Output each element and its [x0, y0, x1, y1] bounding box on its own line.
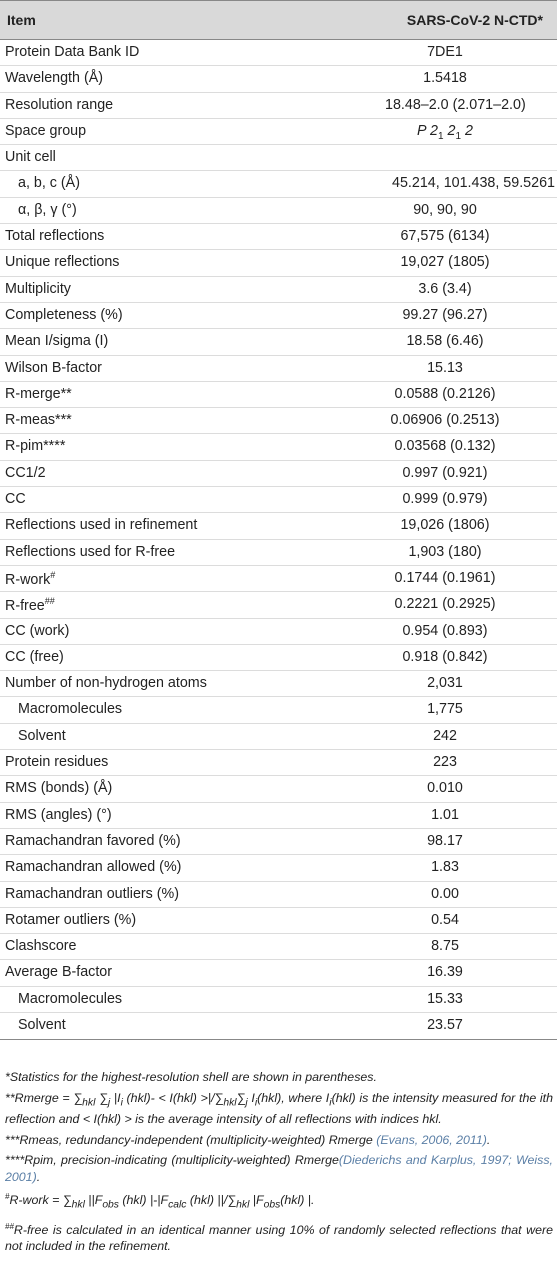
table-row	[0, 382, 557, 408]
row-label: CC (work)	[5, 622, 70, 639]
table-row	[0, 461, 557, 487]
table-row	[0, 803, 557, 829]
row-label: R-merge**	[5, 385, 72, 402]
row-label: Protein Data Bank ID	[5, 44, 140, 60]
row-value: 242	[433, 727, 457, 744]
row-value: 0.954 (0.893)	[402, 622, 488, 639]
table-header	[0, 0, 557, 40]
table-row	[0, 934, 557, 960]
table-row	[0, 540, 557, 566]
table-row	[0, 145, 557, 171]
row-value: 15.13	[427, 359, 463, 376]
header-item: Item	[7, 12, 36, 28]
row-label: R-free##	[5, 596, 55, 614]
row-value: 1,775	[427, 701, 463, 718]
table-row	[0, 750, 557, 776]
row-label: α, β, γ (°)	[18, 201, 77, 218]
row-label: CC	[5, 491, 26, 508]
table-row	[0, 434, 557, 460]
table-row	[0, 1013, 557, 1039]
table-row	[0, 487, 557, 513]
row-value: 223	[433, 754, 457, 771]
row-value: 0.999 (0.979)	[402, 491, 488, 508]
table-row	[0, 645, 557, 671]
row-label: Unique reflections	[5, 254, 120, 271]
table-row	[0, 277, 557, 303]
row-value: 0.03568 (0.132)	[394, 438, 496, 455]
header-value: SARS-CoV-2 N-CTD*	[406, 12, 543, 28]
table-row	[0, 329, 557, 355]
row-label: Multiplicity	[5, 280, 71, 297]
row-value: 98.17	[427, 832, 463, 849]
footnote-4: ****Rpim, precision-indicating (multiplicity-weighted) Rmerge(Diederichs and Karplus, 1997; Weiss, 2001).	[5, 1153, 553, 1184]
table-row	[0, 671, 557, 697]
row-label: Solvent	[18, 1016, 66, 1033]
row-label: CC (free)	[5, 648, 64, 665]
row-value: 0.00	[431, 885, 459, 902]
row-label: R-meas***	[5, 412, 72, 429]
row-label: Wavelength (Å)	[5, 70, 103, 87]
row-label: Protein residues	[5, 754, 109, 771]
table-row	[0, 882, 557, 908]
row-label: RMS (bonds) (Å)	[5, 780, 113, 797]
table-row	[0, 829, 557, 855]
table-row	[0, 697, 557, 723]
row-label: Reflections used for R-free	[5, 543, 176, 560]
row-value: 0.997 (0.921)	[402, 464, 488, 481]
row-value: 7DE1	[427, 44, 463, 60]
row-label: Total reflections	[5, 228, 105, 245]
row-value: 0.06906 (0.2513)	[390, 412, 500, 429]
row-label: Resolution range	[5, 96, 114, 113]
table-row	[0, 513, 557, 539]
row-value: 18.48–2.0 (2.071–2.0)	[385, 96, 526, 113]
row-value: 67,575 (6134)	[400, 228, 490, 245]
row-value: 19,026 (1806)	[400, 517, 490, 534]
table-row	[0, 356, 557, 382]
row-value: 0.010	[427, 780, 463, 797]
table-row	[0, 40, 557, 66]
table-row	[0, 171, 557, 197]
table-row	[0, 908, 557, 934]
row-label: Ramachandran allowed (%)	[5, 859, 182, 876]
row-label: Ramachandran outliers (%)	[5, 885, 180, 902]
table-row	[0, 566, 557, 592]
row-value: 0.0588 (0.2126)	[394, 385, 496, 402]
row-value: 99.27 (96.27)	[402, 306, 488, 323]
table-row	[0, 224, 557, 250]
table-row	[0, 855, 557, 881]
table-row	[0, 619, 557, 645]
footnote-6: ##R-free is calculated in an identical manner using 10% of randomly selected reflections that were not included in the refinement.	[5, 1221, 553, 1254]
row-value: 45.214, 101.438, 59.5261	[392, 175, 555, 192]
row-value: 3.6 (3.4)	[418, 280, 472, 297]
row-value: 23.57	[427, 1016, 463, 1033]
table-body	[0, 40, 557, 1040]
row-value: 19,027 (1805)	[400, 254, 490, 271]
citation-diederichs[interactable]: (Diederichs and Karplus, 1997; Weiss, 2001)	[5, 1153, 553, 1184]
footnote-2: **Rmerge = $\sum_{hkl}$ $\sum_j$ $|I_i$ $(hkl)- < I(hkl) >|/\sum_{hkl}\sum_j$ $I_i(hkl)$, where $I_i(hkl)$ is the intensity measured for the ith reflection and < I(hkl) > is the average intensity of all reflections with indices hkl.	[5, 1090, 554, 1127]
row-label: Wilson B-factor	[5, 359, 102, 376]
table-row	[0, 987, 557, 1013]
row-value: 90, 90, 90	[413, 201, 477, 218]
row-label: RMS (angles) (°)	[5, 806, 112, 823]
footnote-1: *Statistics for the highest-resolution shell are shown in parentheses.	[5, 1070, 377, 1084]
footnote-3: ***Rmeas, redundancy-independent (multiplicity-weighted) Rmerge (Evans, 2006, 2011).	[5, 1132, 491, 1147]
row-value: 2,031	[427, 675, 463, 692]
footnote-5: #R-work = $\sum_{hkl}$ $||F_{obs}$ (hkl) $|-|F_{calc}$ (hkl) $||/\sum_{hkl}$ $|F_{obs}(hkl)$ |.	[5, 1192, 315, 1212]
row-value: 0.54	[431, 911, 459, 928]
row-label: R-work#	[5, 569, 56, 588]
row-label: Completeness (%)	[5, 306, 123, 323]
table-row	[0, 198, 557, 224]
row-label: Mean I/sigma (I)	[5, 333, 109, 350]
row-label: Reflections used in refinement	[5, 517, 198, 534]
table-row	[0, 93, 557, 119]
table-row	[0, 119, 557, 145]
row-value: 15.33	[427, 990, 463, 1007]
table-row	[0, 776, 557, 802]
row-value: 18.58 (6.46)	[406, 333, 484, 350]
row-value: 1,903 (180)	[408, 543, 482, 560]
row-label: Solvent	[18, 727, 66, 744]
row-value: 0.918 (0.842)	[402, 648, 488, 665]
row-label: Unit cell	[5, 149, 56, 166]
row-value: 0.1744 (0.1961)	[394, 569, 496, 586]
table-row	[0, 250, 557, 276]
row-label: a, b, c (Å)	[18, 175, 80, 192]
table-row	[0, 592, 557, 618]
row-label: Space group	[5, 122, 87, 139]
row-value: 0.2221 (0.2925)	[394, 596, 496, 613]
row-value: 1.83	[431, 859, 459, 876]
row-label: Rotamer outliers (%)	[5, 911, 137, 928]
table-row	[0, 960, 557, 986]
row-label: Average B-factor	[5, 964, 113, 981]
row-label: R-pim****	[5, 438, 66, 455]
row-label: Ramachandran favored (%)	[5, 832, 181, 849]
table-row	[0, 724, 557, 750]
row-label: Number of non-hydrogen atoms	[5, 675, 207, 692]
row-label: Macromolecules	[18, 990, 123, 1007]
footnotes	[5, 1069, 553, 1259]
table-row	[0, 408, 557, 434]
row-label: Clashscore	[5, 938, 77, 955]
row-label: CC1/2	[5, 464, 46, 481]
row-value: 8.75	[431, 938, 459, 955]
table-row	[0, 303, 557, 329]
row-value: 16.39	[427, 964, 463, 981]
row-value: 1.01	[431, 806, 459, 823]
row-value: P $2_1$ $2_1$ 2	[417, 122, 473, 142]
row-value: 1.5418	[423, 70, 467, 87]
citation-evans[interactable]: (Evans, 2006, 2011)	[376, 1132, 487, 1147]
table-row	[0, 66, 557, 92]
row-label: Macromolecules	[18, 701, 123, 718]
